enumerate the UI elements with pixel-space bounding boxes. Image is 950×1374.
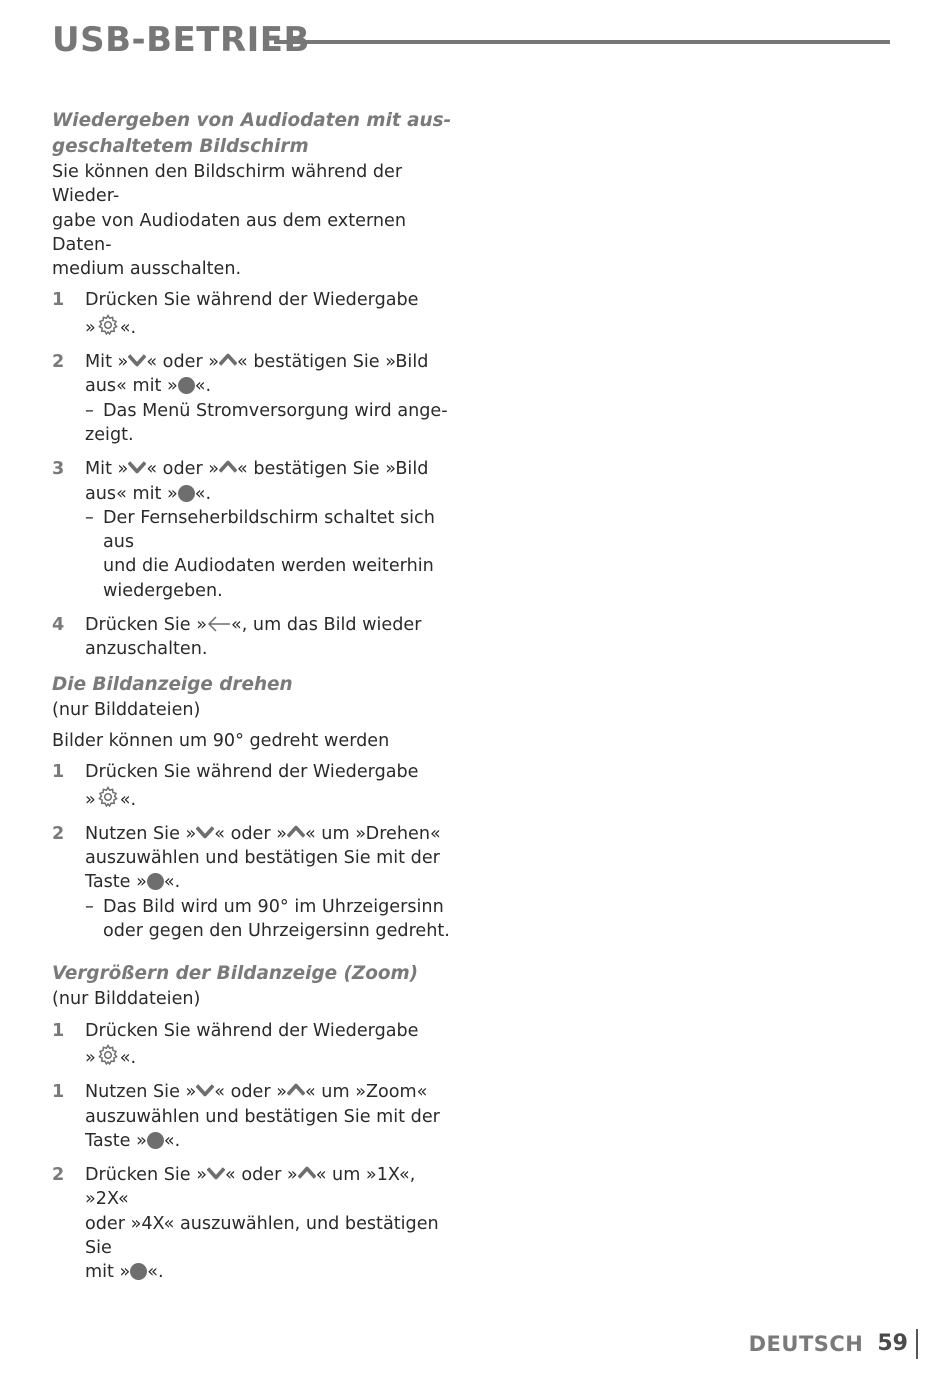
step-text: aus« mit » [85,483,178,504]
step-text: Taste » [85,872,147,893]
section-note: (nur Bilddateien) [52,989,201,1010]
section-audio-screen-off [52,108,462,662]
result-line: Das Menü Stromversorgung wird ange- [103,400,448,421]
gear-icon [96,313,120,337]
step-text: «. [147,1262,164,1283]
step-text: «, um das Bild wieder [230,615,422,636]
step-text: « um »1X«, »2X« [85,1165,416,1210]
step-number: 2 [52,823,65,844]
chevron-down-icon [196,1083,214,1097]
chevron-down-icon [207,1166,225,1180]
page-title: USB-BETRIEB [52,20,310,60]
result-line: wiedergeben. [103,580,223,601]
step-list [52,288,462,661]
heading-line: geschaltetem Bildschirm [52,136,309,157]
step-text: anzuschalten. [85,639,208,660]
quote-close: «. [119,789,137,810]
step-text: « oder » [146,459,220,480]
step-text: Mit » [85,352,129,373]
step-text: « um »Drehen« [304,823,441,844]
step-number: 1 [52,290,65,311]
result-line: zeigt. [85,424,134,445]
chevron-up-icon [287,1083,305,1097]
step-number: 1 [52,1020,65,1041]
step [52,1019,462,1071]
step-text: Nutzen Sie » [85,1082,197,1103]
step-text: Mit » [85,459,129,480]
chevron-up-icon [287,825,305,839]
step-number: 2 [52,1165,65,1186]
gear-icon [96,1043,120,1067]
step-list [52,1019,462,1285]
step-number: 1 [52,1082,65,1103]
step-text: auszuwählen und bestätigen Sie mit der [85,848,440,869]
step-list [52,760,462,943]
step [52,288,462,340]
back-arrow-icon [207,616,231,632]
dash-marker: – [85,896,94,917]
quote-open: » [85,317,96,338]
circle-button-icon [178,377,195,394]
footer-language: DEUTSCH [748,1332,864,1356]
step-text: Nutzen Sie » [85,823,197,844]
step [52,350,462,447]
step-text: auszuwählen und bestätigen Sie mit der [85,1106,440,1127]
step-text: «. [163,872,181,893]
intro-line: Sie können den Bildschirm während der Wieder- [52,162,403,207]
step-text: « bestätigen Sie »Bild [237,459,429,480]
intro-line: medium ausschalten. [52,259,242,280]
step [52,457,462,603]
step-text: Taste » [85,1130,147,1151]
step-text: mit » [85,1262,131,1283]
quote-close: «. [119,317,137,338]
section-gap [52,953,462,961]
section-heading: Die Bildanzeige drehen [52,673,293,695]
section-rotate-image [52,672,462,944]
step [52,760,462,812]
step-number: 1 [52,762,65,783]
step-text: « oder » [224,1165,298,1186]
section-intro [52,160,462,281]
step-result [85,895,462,944]
page-footer [749,1326,918,1362]
step-number: 3 [52,459,65,480]
title-rule [274,40,890,44]
step [52,1163,462,1284]
step-text: Drücken Sie » [85,1165,207,1186]
step-text: «. [163,1130,181,1151]
circle-button-icon [178,485,195,502]
dash-marker: – [85,400,94,421]
step-text: « oder » [146,352,220,373]
step-text: « bestätigen Sie »Bild [237,352,429,373]
result-line: und die Audiodaten werden weiterhin [103,556,434,577]
section-heading: Vergrößern der Bildanzeige (Zoom) [52,963,419,985]
page-number: 59 [877,1329,918,1359]
step [52,613,462,662]
step-text: oder »4X« auszuwählen, und bestätigen Sie [85,1213,439,1258]
step-text: Drücken Sie während der Wiedergabe [85,1020,419,1041]
step-number: 4 [52,615,65,636]
step-text: Drücken Sie während der Wiedergabe [85,762,419,783]
step-number: 2 [52,352,65,373]
chevron-down-icon [128,353,146,367]
circle-button-icon [147,1132,164,1149]
chevron-up-icon [298,1166,316,1180]
result-line: Der Fernseherbildschirm schaltet sich aus [103,507,435,553]
result-line: Das Bild wird um 90° im Uhrzeigersinn [103,896,444,917]
quote-open: » [85,1047,96,1068]
circle-button-icon [147,873,164,890]
section-note: (nur Bilddateien) [52,699,201,720]
intro-line: gabe von Audiodaten aus dem externen Daten- [52,210,406,255]
step-text: « um »Zoom« [304,1082,428,1103]
step-text: «. [194,483,212,504]
section-zoom-image [52,961,462,1284]
step-text: Drücken Sie während der Wiedergabe [85,290,419,311]
result-line: oder gegen den Uhrzeigersinn gedreht. [103,921,450,942]
step [52,1080,462,1153]
step-text: «. [194,376,212,397]
section-heading [52,108,462,160]
chevron-down-icon [128,460,146,474]
chevron-down-icon [196,825,214,839]
quote-open: » [85,789,96,810]
chevron-up-icon [219,460,237,474]
quote-close: «. [119,1047,137,1068]
content-column [52,108,462,1295]
step-result [85,399,462,448]
section-intro: Bilder können um 90° gedreht werden [52,730,390,751]
circle-button-icon [130,1263,147,1280]
step-text: « oder » [214,1082,287,1103]
gear-icon [96,785,120,809]
step-text: Drücken Sie » [85,615,207,636]
page-header [52,18,890,66]
step-text: « oder » [214,823,287,844]
heading-line: Wiedergeben von Audiodaten mit aus- [52,110,452,131]
step-text: aus« mit » [85,376,178,397]
step [52,822,462,943]
dash-marker: – [85,507,94,528]
chevron-up-icon [219,353,237,367]
step-result [85,506,462,603]
